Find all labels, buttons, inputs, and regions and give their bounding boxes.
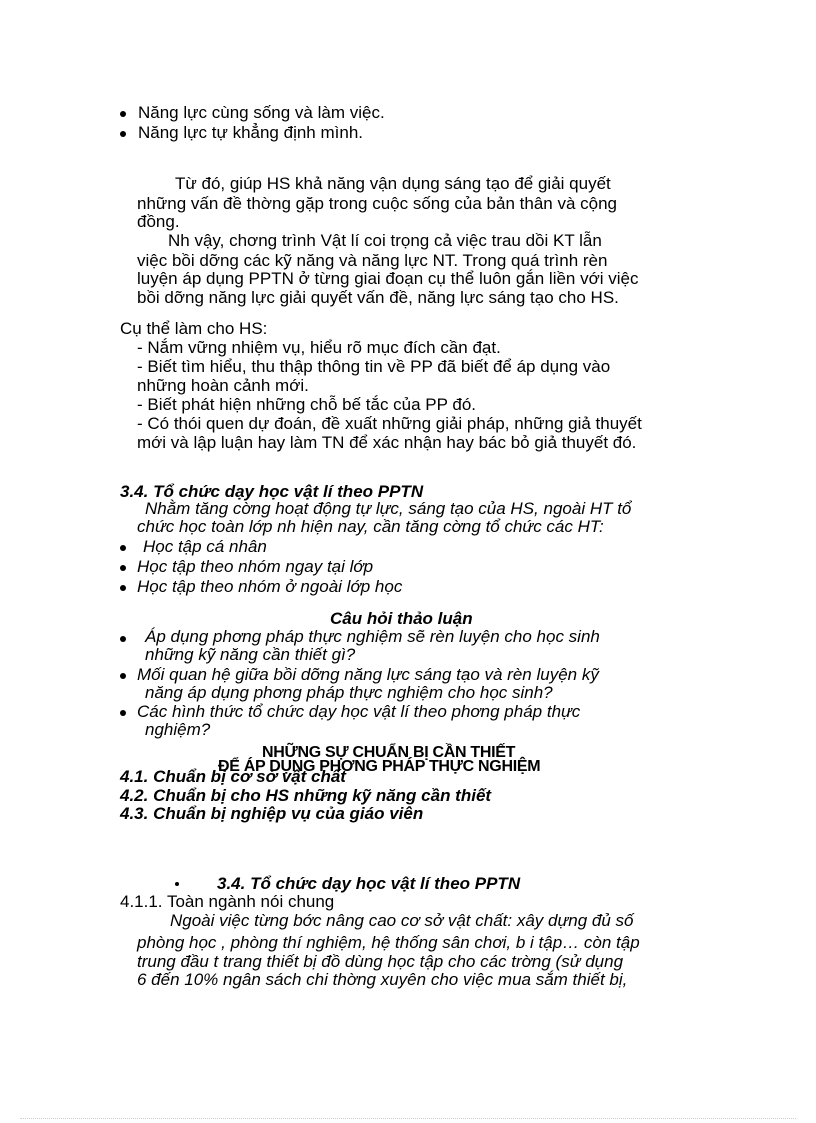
para2-line-1: Nh vậy, chơng trình Vật lí coi trọng cả việc trau dồi KT lẫn bbox=[168, 231, 602, 250]
bullet-icon bbox=[120, 636, 126, 642]
section-34-bullet-2: Học tập theo nhóm ngay tại lớp bbox=[137, 557, 374, 576]
section-34-bullet-1: Học tập cá nhân bbox=[143, 537, 267, 556]
bullet-icon bbox=[120, 710, 126, 716]
bullet-icon bbox=[120, 585, 126, 591]
para2-line-4: bồi dỡng năng lực giải quyết vấn đề, năng lực sáng tạo cho HS. bbox=[137, 288, 619, 307]
section-34-heading: 3.4. Tổ chức dạy học vật lí theo PPTN bbox=[120, 482, 424, 501]
concrete-line-3: những hoàn cảnh mới. bbox=[137, 376, 309, 395]
concrete-line-4: - Biết phát hiện những chỗ bế tắc của PP đó. bbox=[137, 395, 477, 414]
final-line-4: 6 đến 10% ngân sách chi thờng xuyên cho việc mua sắm thiết bị, bbox=[137, 970, 628, 989]
para1-line-2: những vấn đề thờng gặp trong cuộc sống của bản thân và cộng bbox=[137, 194, 617, 213]
chapter-title-line-2: ĐỂ ÁP DỤNG PHƠNG PHÁP THỰC NGHIỆM bbox=[218, 758, 541, 775]
final-line-2: phòng học , phòng thí nghiệm, hệ thống sân chơi, b i tập… còn tập bbox=[137, 933, 640, 952]
para2-line-3: luyện áp dụng PPTN ở từng giai đoạn cụ thể luôn gắn liền với việc bbox=[137, 269, 639, 288]
final-line-1: Ngoài việc từng bớc nâng cao cơ sở vật chất: xây dựng đủ số bbox=[170, 911, 634, 930]
discussion-q2-line-2: năng áp dụng phơng pháp thực nghiệm cho học sinh? bbox=[145, 683, 553, 702]
discussion-q3-line-1: Các hình thức tổ chức dạy học vật lí theo phơng pháp thực bbox=[137, 702, 581, 721]
page-bottom-divider bbox=[20, 1118, 796, 1119]
section-34-intro-2: chức học toàn lớp nh hiện nay, cần tăng cờng tổ chức các HT: bbox=[137, 517, 604, 536]
discussion-q1-line-2: những kỹ năng cần thiết gì? bbox=[145, 645, 356, 664]
concrete-title: Cụ thể làm cho HS: bbox=[120, 319, 268, 338]
para2-line-2: việc bồi dỡng các kỹ năng và năng lực NT. Trong quá trình rèn bbox=[137, 251, 608, 270]
intro-bullet-2: Năng lực tự khẳng định mình. bbox=[138, 123, 363, 142]
para1-line-3: đồng. bbox=[137, 212, 180, 231]
bullet-icon bbox=[120, 545, 126, 551]
bullet-icon bbox=[120, 111, 126, 117]
intro-bullet-1: Năng lực cùng sống và làm việc. bbox=[138, 103, 385, 122]
section-34-bullet-3: Học tập theo nhóm ở ngoài lớp học bbox=[137, 577, 403, 596]
discussion-q2-line-1: Mối quan hệ giữa bồi dỡng năng lực sáng tạo và rèn luyện kỹ bbox=[137, 665, 599, 684]
final-heading: 3.4. Tổ chức dạy học vật lí theo PPTN bbox=[217, 874, 521, 893]
bullet-icon bbox=[120, 565, 126, 571]
discussion-q3-line-2: nghiệm? bbox=[145, 720, 211, 739]
chapter-item-3: 4.3. Chuẩn bị nghiệp vụ của giáo viên bbox=[120, 804, 424, 823]
discussion-q1-line-1: Áp dụng phơng pháp thực nghiệm sẽ rèn luyện cho học sinh bbox=[145, 627, 600, 646]
final-line-3: trung đầu t trang thiết bị đồ dùng học tập cho các trờng (sử dụng bbox=[137, 952, 624, 971]
bullet-icon bbox=[120, 131, 126, 137]
bullet-icon bbox=[175, 882, 179, 886]
chapter-item-1: 4.1. Chuẩn bị cơ sở vật chất bbox=[120, 767, 346, 786]
concrete-line-1: - Nắm vững nhiệm vụ, hiểu rõ mục đích cần đạt. bbox=[137, 338, 501, 357]
concrete-line-2: - Biết tìm hiểu, thu thập thông tin về PP đã biết để áp dụng vào bbox=[137, 357, 611, 376]
para1-line-1: Từ đó, giúp HS khả năng vận dụng sáng tạo để giải quyết bbox=[175, 174, 611, 193]
final-subheading: 4.1.1. Toàn ngành nói chung bbox=[120, 892, 335, 911]
discussion-heading: Câu hỏi thảo luận bbox=[330, 609, 473, 628]
chapter-item-2: 4.2. Chuẩn bị cho HS những kỹ năng cần thiết bbox=[120, 786, 492, 805]
concrete-line-5: - Có thói quen dự đoán, đề xuất những giải pháp, những giả thuyết bbox=[137, 414, 642, 433]
bullet-icon bbox=[120, 673, 126, 679]
section-34-intro-1: Nhằm tăng cờng hoạt động tự lực, sáng tạo của HS, ngoài HT tổ bbox=[145, 499, 632, 518]
concrete-line-6: mới và lập luận hay làm TN để xác nhận hay bác bỏ giả thuyết đó. bbox=[137, 433, 637, 452]
chapter-title-line-1: NHỮNG SỰ CHUẨN BỊ CẦN THIẾT bbox=[262, 744, 516, 761]
